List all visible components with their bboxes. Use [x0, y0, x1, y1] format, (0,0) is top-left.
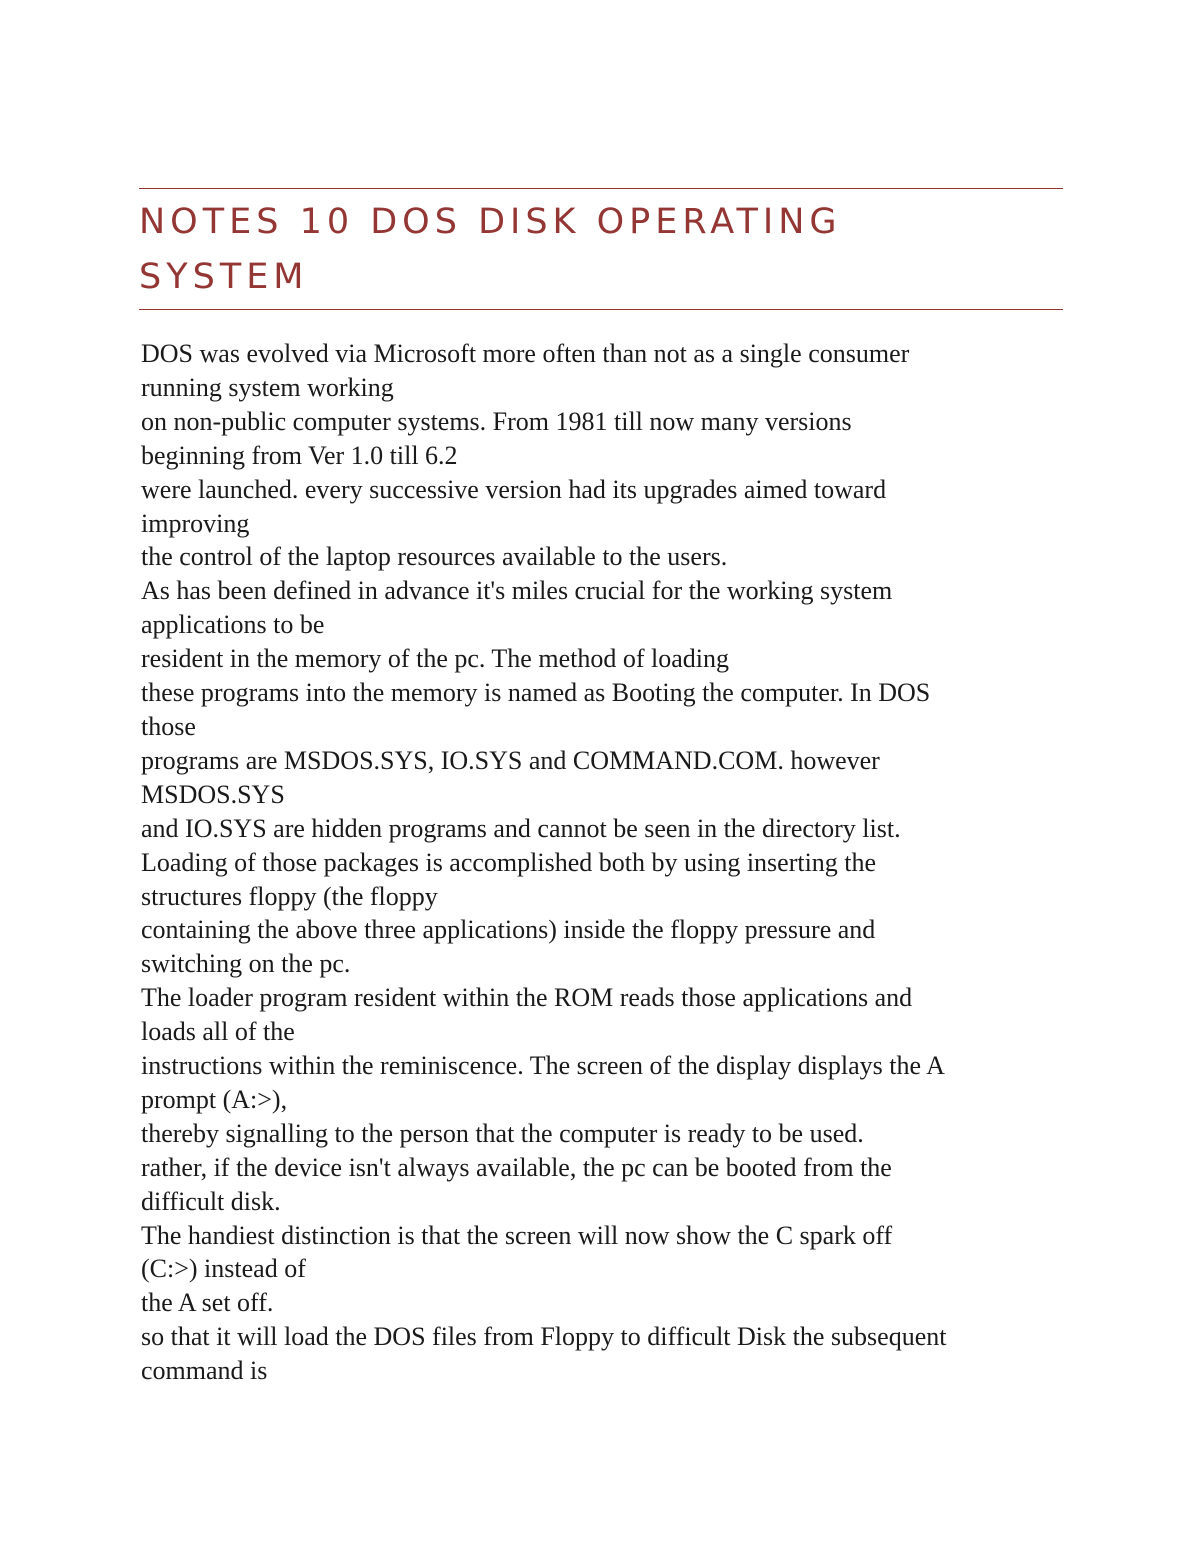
- body-line: resident in the memory of the pc. The method of loading: [141, 644, 729, 674]
- body-line: the A set off.: [141, 1288, 274, 1318]
- body-line: MSDOS.SYS: [141, 779, 285, 809]
- body-line: prompt (A:>),: [141, 1084, 288, 1114]
- body-line: were launched. every successive version had its upgrades aimed toward: [141, 474, 887, 504]
- body-line: rather, if the device isn't always available, the pc can be booted from the: [141, 1152, 892, 1182]
- body-line: The loader program resident within the ROM reads those applications and: [141, 983, 913, 1013]
- body-text: [141, 337, 1066, 1388]
- body-line: difficult disk.: [141, 1186, 281, 1216]
- body-line: so that it will load the DOS files from Floppy to difficult Disk the subsequent: [141, 1322, 947, 1352]
- body-line: (C:>) instead of: [141, 1254, 306, 1284]
- body-line: thereby signalling to the person that the computer is ready to be used.: [141, 1118, 864, 1148]
- body-line: applications to be: [141, 610, 325, 640]
- body-line: running system working: [141, 372, 394, 402]
- body-line: programs are MSDOS.SYS, IO.SYS and COMMAND.COM. however: [141, 745, 880, 775]
- body-line: loads all of the: [141, 1017, 295, 1047]
- title-block: [139, 188, 1063, 310]
- body-line: these programs into the memory is named as Booting the computer. In DOS: [141, 678, 931, 708]
- body-line: switching on the pc.: [141, 949, 351, 979]
- body-line: structures floppy (the floppy: [141, 881, 438, 911]
- body-line: those: [141, 711, 196, 741]
- body-line: on non-public computer systems. From 1981 till now many versions: [141, 406, 852, 436]
- body-line: DOS was evolved via Microsoft more often than not as a single consumer: [141, 339, 910, 368]
- body-line: and IO.SYS are hidden programs and cannot be seen in the directory list.: [141, 813, 901, 843]
- body-line: beginning from Ver 1.0 till 6.2: [141, 440, 458, 470]
- body-line: instructions within the reminiscence. The screen of the display displays the A: [141, 1051, 945, 1081]
- body-line: Loading of those packages is accomplished both by using inserting the: [141, 847, 877, 877]
- document-title: [139, 195, 1063, 305]
- body-line: command is: [141, 1356, 268, 1386]
- body-line: containing the above three applications) inside the floppy pressure and: [141, 915, 876, 945]
- body-line: The handiest distinction is that the screen will now show the C spark off: [141, 1220, 893, 1250]
- body-line: the control of the laptop resources available to the users.: [141, 542, 728, 572]
- body-line: improving: [141, 508, 250, 538]
- title-line-1: NOTES 10 DOS DISK OPERATING: [139, 202, 842, 242]
- body-line: As has been defined in advance it's miles crucial for the working system: [141, 576, 893, 606]
- title-line-2: SYSTEM: [139, 257, 309, 297]
